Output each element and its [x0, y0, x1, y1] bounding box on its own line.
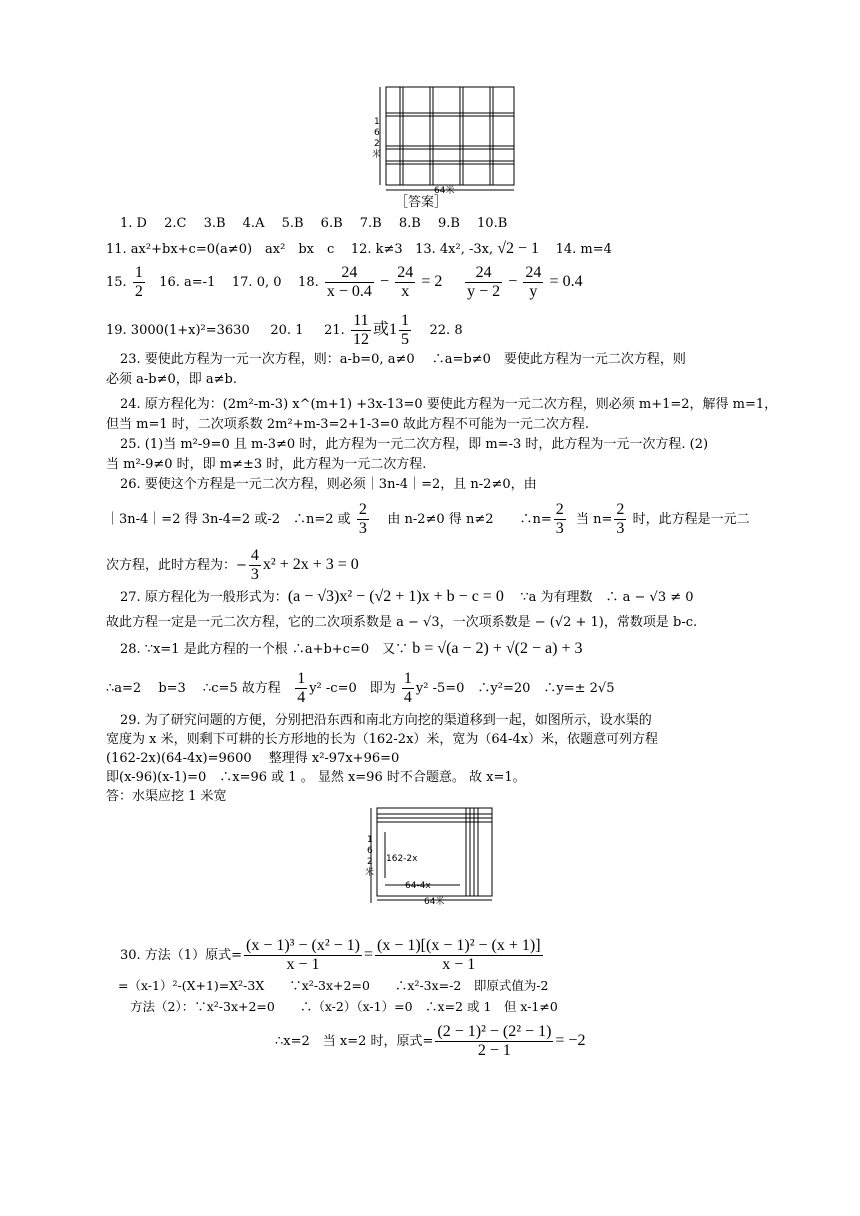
p29-line2: 宽度为 x 米，则剩下可耕的长方形地的长为（162-2x）米，宽为（64-4x）米，依题意可列方程	[106, 732, 658, 747]
svg-text:6: 6	[367, 846, 373, 856]
answer-20: 20. 1	[270, 323, 304, 338]
fraction-15: $\frac{1}{2}$	[134, 264, 143, 300]
p29-answer: 答：水渠应挖 1 米宽	[106, 789, 227, 804]
answer-11: 11. ax²+bx+c=0(a≠0) ax² bx c	[106, 242, 335, 257]
answer-22: 22. 8	[429, 323, 463, 338]
figure-2-inner-width: 64-4x	[405, 881, 431, 891]
p26-line1: 26. 要使这个方程是一元二次方程，则必须｜3n-4｜=2，且 n-2≠0，由	[120, 477, 537, 492]
p29-line3: (162-2x)(64-4x)=9600 整理得 x²-97x+96=0	[106, 751, 400, 766]
svg-text:2: 2	[367, 857, 373, 867]
answer-17: 17. 0, 0	[231, 275, 282, 290]
figure-1-height-label-1: 1	[374, 117, 380, 127]
answer-15-label: 15.	[106, 275, 127, 290]
p29-line4: 即(x-96)(x-1)=0 ∴x=96 或 1 。 显然 x=96 时不合题意。 故 x=1。	[106, 770, 526, 785]
p23-line2: 必须 a-b≠0，即 a≠b.	[106, 372, 237, 387]
figure-2-inner-height: 162-2x	[386, 854, 418, 864]
fraction-21a: $\frac{11}{12}$	[352, 312, 369, 348]
answer-13: 13. 4x², -3x,	[415, 242, 494, 257]
p25-line1: 25. (1)当 m²-9=0 且 m-3≠0 时，此方程为一元二次方程，即 m=-3 时，此方程为一元一次方程. (2)	[120, 437, 709, 452]
answer-18-label: 18.	[298, 275, 319, 290]
fraction-18b: $\frac{24}{x}$	[397, 264, 414, 300]
answers-15-18: 15. $\frac{1}{2}$ 16. a=-1 17. 0, 0 18. $\frac{24}{x - 0.4}$ − $\frac{24}{x}$ = 2 $\frac{24}{y - 2}$ − $\frac{24}{y}$ = 0.4	[106, 264, 583, 300]
figure-1-height-label-4: 米	[372, 150, 382, 160]
figure-1-width-label: 64米	[434, 186, 455, 196]
figure-1-height-label-3: 2	[374, 139, 380, 149]
p28-line1: 28. ∵x=1 是此方程的一个根 ∴a+b+c=0 又∵ b = √(a − 2) + √(2 − a) + 3	[120, 640, 583, 657]
fraction-18a: $\frac{24}{x - 0.4}$	[326, 264, 372, 300]
fraction-21b: $\frac{1}{5}$	[400, 312, 409, 348]
fraction-18c: $\frac{24}{y - 2}$	[467, 264, 501, 300]
p30-line2: =（x-1）²-(X+1)=X²-3X ∵x²-3x+2=0 ∴x²-3x=-2 即原式值为-2	[118, 978, 549, 993]
answer-12: 12. k≠3	[350, 242, 403, 257]
answer-14: 14. m=4	[555, 242, 612, 257]
p23-line1: 23. 要使此方程为一元一次方程，则：a-b=0, a≠0 ∴a=b≠0 要使此方程为一元二次方程，则	[120, 352, 686, 367]
figure-2-width-label: 64米	[424, 897, 445, 907]
p30-line1: 30. 方法（1）原式= $\frac{\text{(x − 1)³ − (x² − 1)}}{x - 1}$ = $\frac{\text{(x − 1)[(x − 1)² − (x + 1)]}}{x - 1}$	[120, 937, 541, 973]
p28-line2: ∴a=2 b=3 ∴c=5 故方程 $\frac{1}{4}$ y² -c=0 即为 $\frac{1}{4}$ y² -5=0 ∴y²=20 ∴y=± 2√5	[106, 670, 615, 706]
answers-19-22: 19. 3000(1+x)²=3630 20. 1 21. $\frac{11}{12}$ 或1 $\frac{1}{5}$ 22. 8	[106, 312, 463, 348]
answer-21-label: 21.	[324, 323, 345, 338]
p30-line4: ∴x=2 当 x=2 时，原式= $\frac{\text{(2 − 1)² − (2² − 1)}}{2 - 1}$ = −2	[275, 1023, 586, 1059]
p26-line3: 次方程，此时方程为：− $\frac{4}{3}$ x² + 2x + 3 = 0	[106, 547, 359, 583]
svg-text:1: 1	[367, 835, 373, 845]
answers-title: ［答案］	[395, 195, 448, 210]
p30-line3: 方法（2）：∵x²-3x+2=0 ∴（x-2）（x-1）=0 ∴x=2 或 1 但 x-1≠0	[130, 999, 558, 1014]
figure-1-height-label-2: 6	[374, 128, 380, 138]
fraction-18d: $\frac{24}{y}$	[525, 264, 542, 300]
answer-16: 16. a=-1	[159, 275, 216, 290]
p25-line2: 当 m²-9≠0 时，即 m≠±3 时，此方程为一元二次方程.	[106, 457, 427, 472]
p27-line2: 故此方程一定是一元二次方程，它的二次项系数是 a − √3，一次项系数是 − (√2 + 1)，常数项是 b-c.	[106, 615, 698, 630]
p29-line1: 29. 为了研究问题的方便，分别把沿东西和南北方向挖的渠道移到一起，如图所示，设水渠的	[120, 713, 652, 728]
p27-line1: 27. 原方程化为一般形式为：(a − √3)x² − (√2 + 1)x + b − c = 0 ∵a 为有理数 ∴ a − √3 ≠ 0	[120, 588, 694, 605]
p24-line2: 但当 m=1 时，二次项系数 2m²+m-3=2+1-3=0 故此方程不可能为一元二次方程.	[106, 417, 589, 432]
svg-text:米: 米	[365, 868, 375, 878]
p26-line2: ｜3n-4｜=2 得 3n-4=2 或-2 ∴n=2 或 $\frac{2}{3}$ 由 n-2≠0 得 n≠2 ∴n= $\frac{2}{3}$ 当 n= $\frac{2}{3}$ 时，此方程是一元二	[106, 501, 750, 537]
p24-line1: 24. 原方程化为：(2m²-m-3) x^(m+1) +3x-13=0 要使此方程为一元二次方程，则必须 m+1=2，解得 m=1，	[120, 397, 778, 412]
answer-19: 19. 3000(1+x)²=3630	[106, 323, 250, 338]
answers-1-10: 1. D 2.C 3.B 4.A 5.B 6.B 7.B 8.B 9.B 10.B	[120, 216, 508, 231]
answer-13-root: √2 − 1	[497, 240, 540, 257]
